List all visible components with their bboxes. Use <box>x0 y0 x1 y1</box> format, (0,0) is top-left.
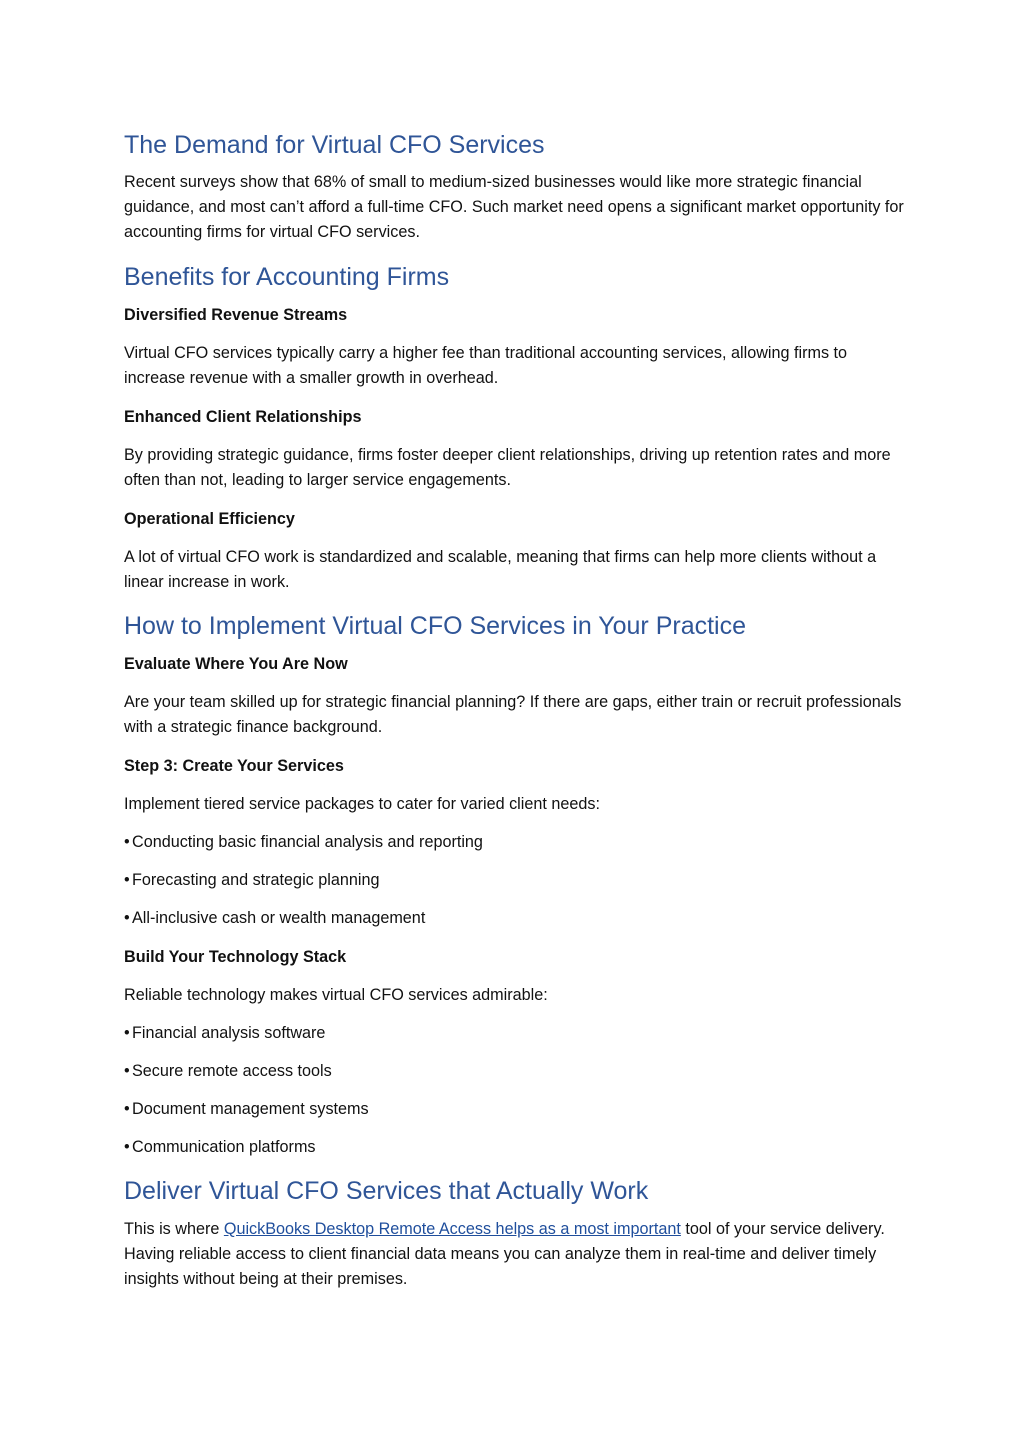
list-item-label: Forecasting and strategic planning <box>132 871 380 889</box>
list-item-label: Secure remote access tools <box>132 1062 332 1080</box>
list-item <box>124 1021 904 1046</box>
subheading-client-relationships: Enhanced Client Relationships <box>124 408 362 426</box>
subheading-operational-efficiency: Operational Efficiency <box>124 510 295 528</box>
bullet-icon: • <box>124 909 130 927</box>
list-item <box>124 1059 904 1084</box>
paragraph-client-relationships: By providing strategic guidance, firms foster deeper client relationships, driving up retention rates and more often than not, leading to larger service engagements. <box>124 446 891 489</box>
heading-benefits: Benefits for Accounting Firms <box>124 263 450 291</box>
bullet-icon: • <box>124 1062 130 1080</box>
paragraph-demand: Recent surveys show that 68% of small to medium-sized businesses would like more strategic financial guidance, and most can’t afford a full-time CFO. Such market need opens a significant market opportunity for accounting firms for virtual CFO services. <box>124 173 904 241</box>
paragraph-evaluate: Are your team skilled up for strategic financial planning? If there are gaps, either train or recruit professionals with a strategic finance background. <box>124 693 902 736</box>
paragraph-diversified-revenue: Virtual CFO services typically carry a higher fee than traditional accounting services, allowing firms to increase revenue with a smaller growth in overhead. <box>124 344 848 387</box>
subheading-diversified-revenue: Diversified Revenue Streams <box>124 306 348 324</box>
bullet-icon: • <box>124 871 130 889</box>
list-item <box>124 868 904 893</box>
list-item-label: Conducting basic financial analysis and reporting <box>132 833 483 851</box>
list-item <box>124 1097 904 1122</box>
paragraph-deliver-tail: tool of your service delivery. Having reliable access to client financial data means you can analyze them in real-time and deliver timely insights without being at their premises. <box>124 1220 885 1288</box>
list-item <box>124 830 904 855</box>
heading-demand: The Demand for Virtual CFO Services <box>124 131 545 159</box>
bullet-icon: • <box>124 833 130 851</box>
list-item <box>124 1135 904 1160</box>
list-item-label: Financial analysis software <box>132 1024 326 1042</box>
subheading-create-services: Step 3: Create Your Services <box>124 757 344 775</box>
quickbooks-remote-access-link[interactable]: QuickBooks Desktop Remote Access helps as a most important <box>223 1220 681 1238</box>
bullet-icon: • <box>124 1100 130 1118</box>
subheading-evaluate: Evaluate Where You Are Now <box>124 655 348 673</box>
paragraph-technology-intro: Reliable technology makes virtual CFO services admirable: <box>124 986 548 1004</box>
paragraph-operational-efficiency: A lot of virtual CFO work is standardized and scalable, meaning that firms can help more clients without a linear increase in work. <box>124 548 877 591</box>
heading-implement: How to Implement Virtual CFO Services in Your Practice <box>124 612 747 640</box>
list-item-label: All-inclusive cash or wealth management <box>132 909 426 927</box>
list-item <box>124 906 904 931</box>
bullet-icon: • <box>124 1138 130 1156</box>
bullet-icon: • <box>124 1024 130 1042</box>
heading-deliver: Deliver Virtual CFO Services that Actually Work <box>124 1177 649 1205</box>
subheading-technology-stack: Build Your Technology Stack <box>124 948 347 966</box>
paragraph-deliver-lead: This is where <box>124 1220 224 1238</box>
list-item-label: Communication platforms <box>132 1138 316 1156</box>
paragraph-deliver <box>124 1217 904 1292</box>
list-item-label: Document management systems <box>132 1100 369 1118</box>
paragraph-create-services-intro: Implement tiered service packages to cater for varied client needs: <box>124 795 600 813</box>
